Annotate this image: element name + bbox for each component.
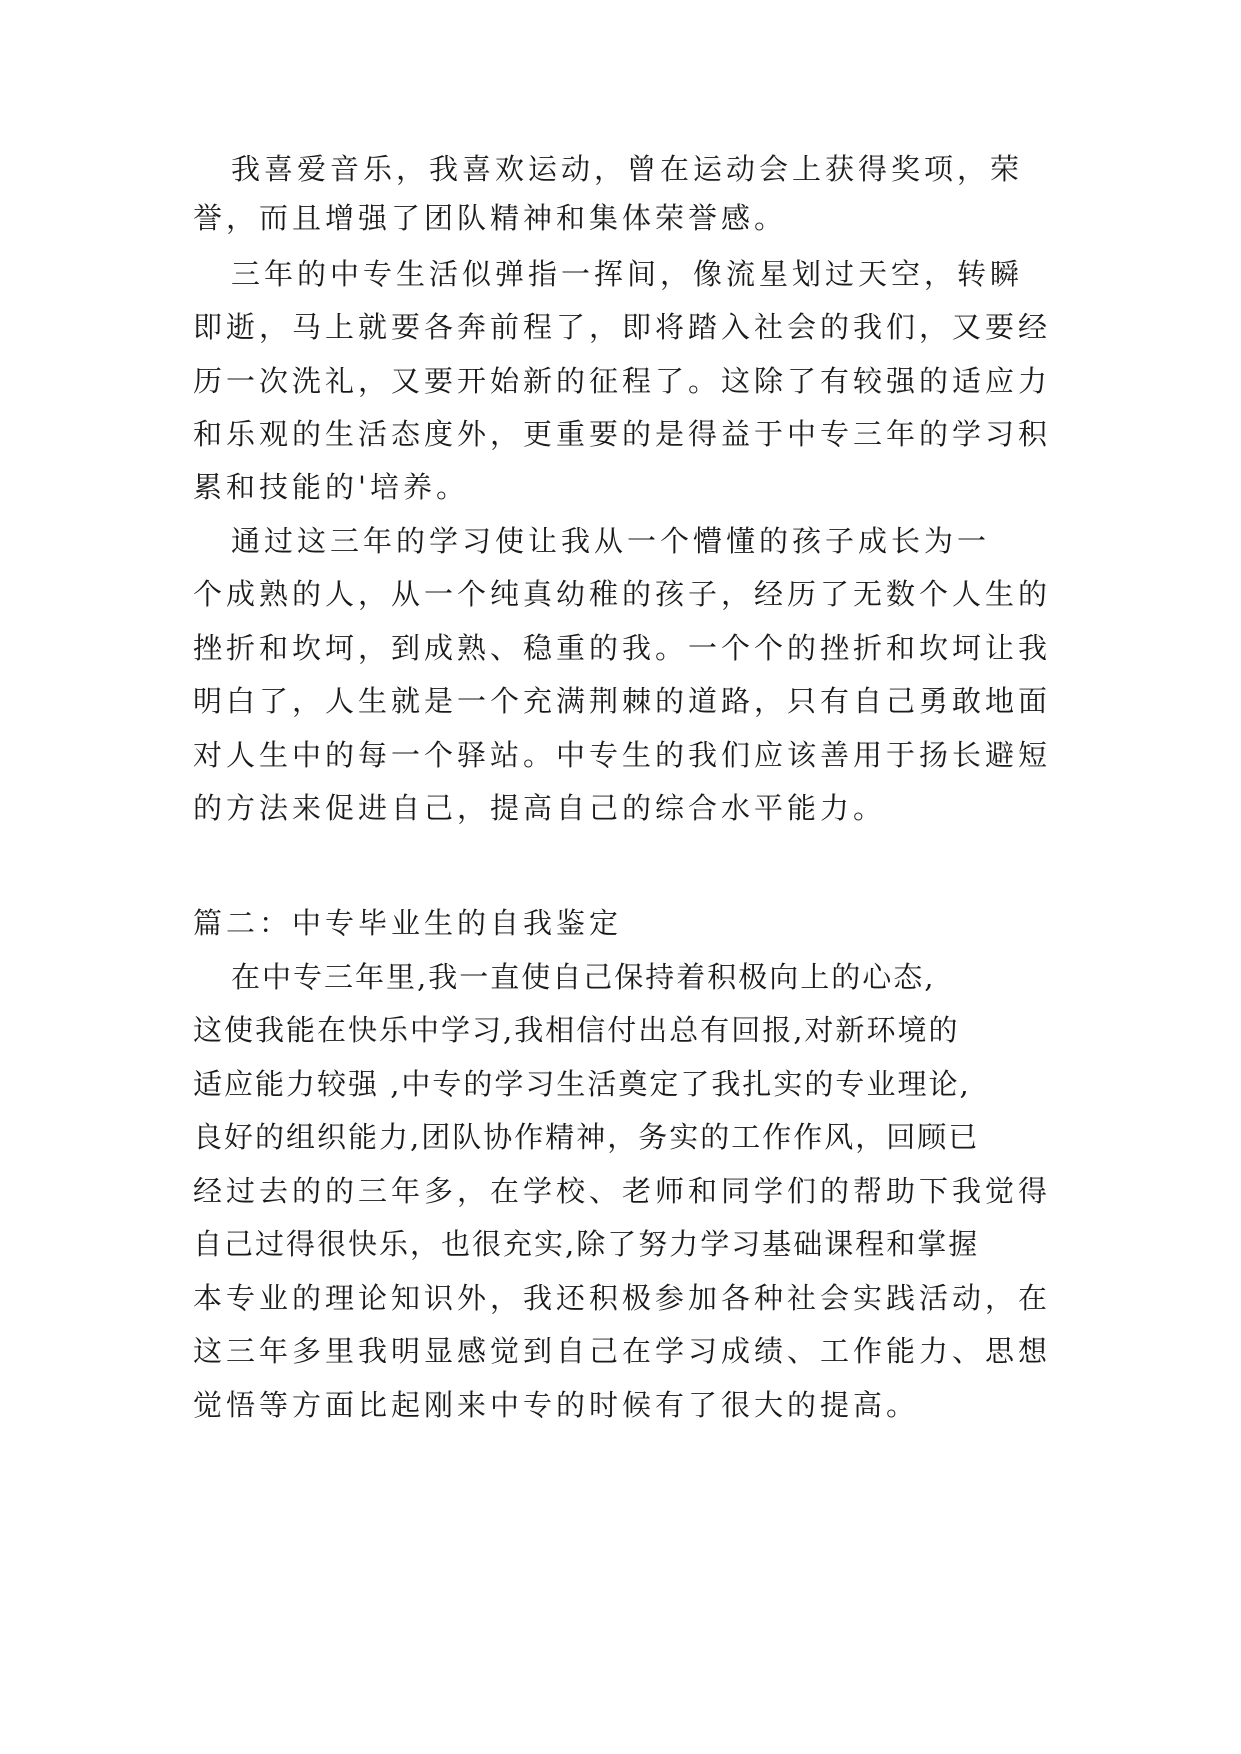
paragraph-line: 对人生中的每一个驿站。中专生的我们应该善用于扬长避短: [193, 738, 1052, 772]
paragraph-line: 我喜爱音乐，我喜欢运动，曾在运动会上获得奖项，荣: [231, 152, 1024, 186]
paragraph-line: 通过这三年的学习使让我从一个懵懂的孩子成长为一: [231, 524, 991, 558]
section-heading: 篇二：中专毕业生的自我鉴定: [193, 906, 623, 940]
paragraph-line: 即逝，马上就要各奔前程了，即将踏入社会的我们，又要经: [193, 310, 1052, 344]
paragraph-line: 适应能力较强 ,中专的学习生活奠定了我扎实的专业理论,: [193, 1067, 971, 1101]
paragraph-line: 自己过得很快乐，也很充实,除了努力学习基础课程和掌握: [193, 1227, 980, 1261]
paragraph-line: 这使我能在快乐中学习,我相信付出总有回报,对新环境的: [193, 1013, 960, 1047]
paragraph-line: 这三年多里我明显感觉到自己在学习成绩、工作能力、思想: [193, 1334, 1052, 1368]
paragraph-line: 良好的组织能力,团队协作精神，务实的工作作风，回顾已: [193, 1120, 980, 1154]
paragraph-line: 和乐观的生活态度外，更重要的是得益于中专三年的学习积: [193, 417, 1052, 451]
paragraph-line: 挫折和坎坷，到成熟、稳重的我。一个个的挫折和坎坷让我: [193, 631, 1052, 665]
paragraph-line: 在中专三年里,我一直使自己保持着积极向上的心态,: [231, 960, 936, 994]
paragraph-line: 三年的中专生活似弹指一挥间，像流星划过天空，转瞬: [231, 257, 1024, 291]
paragraph-line: 本专业的理论知识外，我还积极参加各种社会实践活动，在: [193, 1281, 1052, 1315]
paragraph-line: 觉悟等方面比起刚来中专的时候有了很大的提高。: [193, 1388, 920, 1422]
paragraph-line: 累和技能的'培养。: [193, 470, 469, 504]
paragraph-line: 明白了，人生就是一个充满荆棘的道路，只有自己勇敢地面: [193, 684, 1052, 718]
paragraph-line: 誉，而且增强了团队精神和集体荣誉感。: [193, 201, 788, 235]
paragraph-line: 个成熟的人，从一个纯真幼稚的孩子，经历了无数个人生的: [193, 577, 1052, 611]
paragraph-line: 的方法来促进自己，提高自己的综合水平能力。: [193, 791, 887, 825]
paragraph-line: 历一次洗礼，又要开始新的征程了。这除了有较强的适应力: [193, 364, 1052, 398]
paragraph-line: 经过去的的三年多，在学校、老师和同学们的帮助下我觉得: [193, 1174, 1052, 1208]
